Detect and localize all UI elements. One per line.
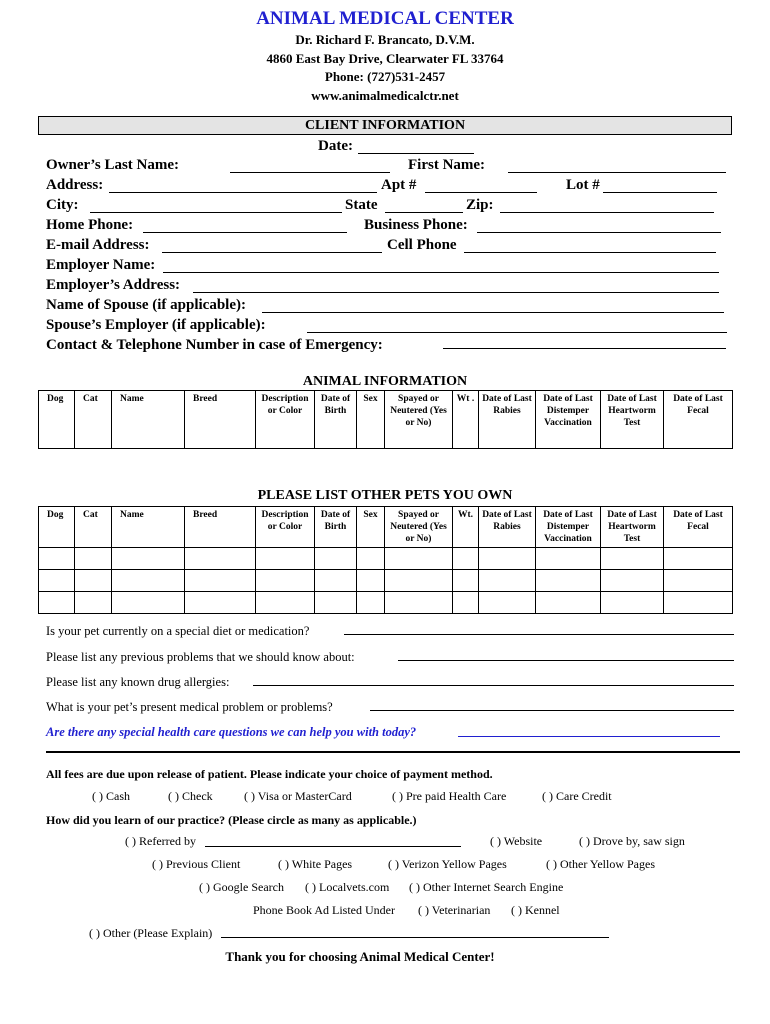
clinic-title: ANIMAL MEDICAL CENTER — [256, 8, 514, 29]
spouse-name-field[interactable] — [262, 312, 724, 313]
column-header: Date of Last Fecal — [664, 507, 733, 548]
thank-you-message: Thank you for choosing Animal Medical Center! — [225, 949, 495, 964]
column-header: Description or Color — [256, 391, 315, 449]
special-questions-field[interactable] — [458, 736, 720, 737]
state-field[interactable] — [385, 212, 463, 213]
present-problem-field[interactable] — [370, 710, 734, 711]
first-name-label: First Name: — [408, 157, 486, 173]
doctor-name: Dr. Richard F. Brancato, D.V.M. — [295, 32, 475, 47]
column-header: Name — [112, 507, 185, 548]
address-field[interactable] — [109, 192, 377, 193]
date-label: Date: — [318, 138, 353, 154]
email-field[interactable] — [162, 252, 382, 253]
column-header: Date of Last Rabies — [479, 507, 536, 548]
clinic-address: 4860 East Bay Drive, Clearwater FL 33764 — [266, 51, 504, 66]
employer-address-field[interactable] — [193, 292, 719, 293]
lot-label: Lot # — [566, 177, 600, 193]
payment-prepaid[interactable]: ( ) Pre paid Health Care — [392, 789, 507, 803]
employer-name-field[interactable] — [163, 272, 719, 273]
table-header-row — [39, 391, 733, 449]
column-header: Wt. — [453, 507, 479, 548]
referral-drove-by[interactable]: ( ) Drove by, saw sign — [579, 834, 685, 848]
drug-allergies-question: Please list any known drug allergies: — [46, 675, 230, 689]
diet-answer-field[interactable] — [344, 634, 734, 635]
clinic-phone: Phone: (727)531-2457 — [324, 69, 446, 84]
referral-previous-client[interactable]: ( ) Previous Client — [152, 857, 241, 871]
present-problem-question: What is your pet’s present medical problem or problems? — [46, 700, 333, 714]
referral-referred-by[interactable]: ( ) Referred by — [125, 834, 196, 848]
employer-name-label: Employer Name: — [46, 257, 156, 273]
diet-question: Is your pet currently on a special diet or medication? — [46, 624, 310, 638]
referral-localvets[interactable]: ( ) Localvets.com — [305, 880, 390, 894]
payment-visa-mastercard[interactable]: ( ) Visa or MasterCard — [244, 789, 352, 803]
referral-phone-book: Phone Book Ad Listed Under — [253, 903, 395, 917]
column-header: Dog — [39, 507, 75, 548]
other-explain-field[interactable] — [221, 937, 609, 938]
column-header: Spayed or Neutered (Yes or No) — [385, 507, 453, 548]
table-row[interactable] — [39, 570, 733, 592]
column-header: Breed — [185, 507, 256, 548]
payment-cash[interactable]: ( ) Cash — [92, 789, 130, 803]
other-pets-title: PLEASE LIST OTHER PETS YOU OWN — [257, 488, 513, 503]
column-header: Date of Last Distemper Vaccination — [536, 507, 601, 548]
owner-last-name-field[interactable] — [230, 172, 390, 173]
referral-other-internet[interactable]: ( ) Other Internet Search Engine — [409, 880, 564, 894]
city-field[interactable] — [90, 212, 342, 213]
home-phone-label: Home Phone: — [46, 217, 134, 233]
referral-verizon[interactable]: ( ) Verizon Yellow Pages — [388, 857, 507, 871]
referral-google[interactable]: ( ) Google Search — [199, 880, 284, 894]
cell-phone-label: Cell Phone — [387, 237, 457, 253]
column-header: Wt . — [453, 391, 479, 449]
column-header: Cat — [75, 507, 112, 548]
other-pets-table — [38, 506, 733, 614]
payment-check[interactable]: ( ) Check — [168, 789, 213, 803]
spouse-employer-label: Spouse’s Employer (if applicable): — [46, 317, 266, 333]
column-header: Date of Last Fecal — [664, 391, 733, 449]
referral-website[interactable]: ( ) Website — [490, 834, 543, 848]
lot-field[interactable] — [603, 192, 717, 193]
employer-address-label: Employer’s Address: — [46, 277, 181, 293]
client-info-header: CLIENT INFORMATION — [38, 116, 732, 135]
column-header: Spayed or Neutered (Yes or No) — [385, 391, 453, 449]
emergency-contact-label: Contact & Telephone Number in case of Emergency: — [46, 337, 383, 353]
previous-problems-question: Please list any previous problems that we should know about: — [46, 650, 355, 664]
table-row[interactable] — [39, 592, 733, 614]
animal-info-table — [38, 390, 733, 449]
address-label: Address: — [46, 177, 104, 193]
column-header: Sex — [357, 507, 385, 548]
cell-phone-field[interactable] — [464, 252, 716, 253]
column-header: Date of Birth — [315, 391, 357, 449]
column-header: Breed — [185, 391, 256, 449]
previous-problems-field[interactable] — [398, 660, 734, 661]
home-phone-field[interactable] — [143, 232, 347, 233]
apt-field[interactable] — [425, 192, 537, 193]
spouse-name-label: Name of Spouse (if applicable): — [46, 297, 246, 313]
column-header: Date of Last Rabies — [479, 391, 536, 449]
first-name-field[interactable] — [508, 172, 726, 173]
animal-info-title: ANIMAL INFORMATION — [302, 374, 468, 389]
drug-allergies-field[interactable] — [253, 685, 734, 686]
column-header: Date of Birth — [315, 507, 357, 548]
table-header-row — [39, 507, 733, 548]
referral-heading: How did you learn of our practice? (Please circle as many as applicable.) — [46, 813, 417, 827]
spouse-employer-field[interactable] — [307, 332, 727, 333]
column-header: Cat — [75, 391, 112, 449]
payment-heading: All fees are due upon release of patient. Please indicate your choice of payment method. — [46, 767, 493, 781]
referral-other[interactable]: ( ) Other (Please Explain) — [89, 926, 213, 940]
referral-veterinarian[interactable]: ( ) Veterinarian — [418, 903, 491, 917]
special-questions-prompt: Are there any special health care questions we can help you with today? — [46, 725, 417, 739]
column-header: Date of Last Heartworm Test — [601, 391, 664, 449]
city-label: City: — [46, 197, 79, 213]
zip-field[interactable] — [500, 212, 714, 213]
divider — [46, 751, 740, 753]
table-row[interactable] — [39, 548, 733, 570]
column-header: Description or Color — [256, 507, 315, 548]
owner-last-name-label: Owner’s Last Name: — [46, 157, 180, 173]
business-phone-field[interactable] — [477, 232, 721, 233]
payment-care-credit[interactable]: ( ) Care Credit — [542, 789, 612, 803]
column-header: Date of Last Distemper Vaccination — [536, 391, 601, 449]
state-label: State — [345, 197, 378, 213]
column-header: Date of Last Heartworm Test — [601, 507, 664, 548]
date-field[interactable] — [358, 153, 474, 154]
clinic-website: www.animalmedicalctr.net — [311, 88, 459, 103]
referred-by-field[interactable] — [205, 846, 461, 847]
column-header: Dog — [39, 391, 75, 449]
referral-other-yellow[interactable]: ( ) Other Yellow Pages — [546, 857, 655, 871]
email-label: E-mail Address: — [46, 237, 150, 253]
referral-kennel[interactable]: ( ) Kennel — [511, 903, 560, 917]
business-phone-label: Business Phone: — [364, 217, 468, 233]
referral-white-pages[interactable]: ( ) White Pages — [278, 857, 353, 871]
column-header: Name — [112, 391, 185, 449]
zip-label: Zip: — [466, 197, 494, 213]
emergency-contact-field[interactable] — [443, 348, 726, 349]
column-header: Sex — [357, 391, 385, 449]
apt-label: Apt # — [381, 177, 417, 193]
